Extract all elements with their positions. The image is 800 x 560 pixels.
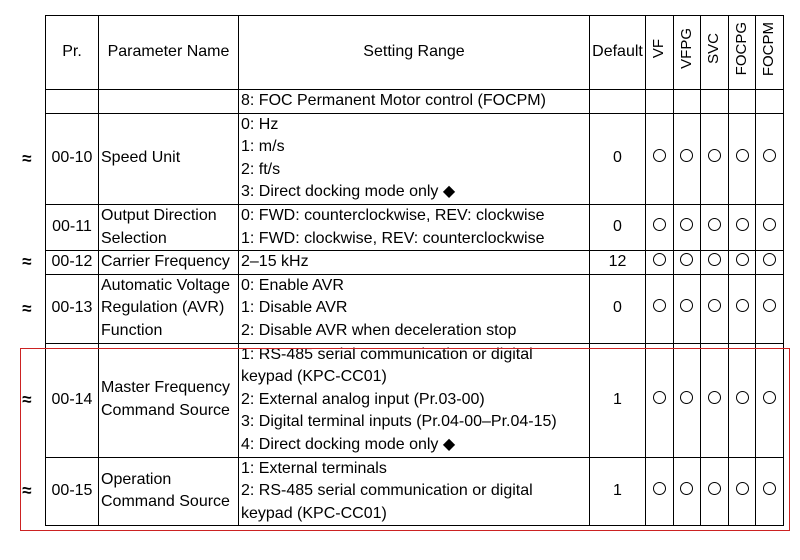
circle-icon (763, 149, 776, 162)
setting-range-cell (239, 204, 590, 250)
circle-icon (736, 149, 749, 162)
setting-option: 2: Disable AVR when deceleration stop (241, 321, 517, 339)
mode-cell (728, 90, 756, 114)
mode-cell (701, 343, 729, 457)
circle-icon (680, 149, 693, 162)
mode-cell (701, 457, 729, 526)
setting-option: 1: RS-485 serial communication or digital keypad (KPC-CC01) (241, 345, 533, 386)
setting-option: 8: FOC Permanent Motor control (FOCPM) (241, 92, 546, 109)
lightning-mark-icon: ≈ (22, 298, 32, 318)
lightning-mark-icon: ≈ (22, 148, 32, 168)
default-cell (590, 90, 646, 114)
circle-icon (653, 218, 666, 231)
header-mode-vfpg (673, 16, 701, 90)
circle-icon (708, 482, 721, 495)
mode-cell (673, 457, 701, 526)
mode-cell (756, 251, 784, 275)
mode-cell (756, 113, 784, 204)
circle-icon (763, 253, 776, 266)
circle-icon (653, 149, 666, 162)
setting-option: 2: RS-485 serial communication or digital keypad (KPC-CC01) (241, 482, 533, 522)
pr-cell: 00-12 (46, 251, 99, 275)
mode-label: FOCPM (760, 21, 778, 76)
header-pr: Pr. (46, 16, 99, 90)
pr-cell: 00-10 (46, 113, 99, 204)
setting-option: 4: Direct docking mode only ◆ (241, 435, 456, 453)
mode-cell (728, 113, 756, 204)
header-mode-focpm (756, 16, 784, 90)
mode-cell (646, 90, 674, 114)
circle-icon (708, 299, 721, 312)
header-mode-svc (701, 16, 729, 90)
setting-option: 0: FWD: counterclockwise, REV: clockwise (241, 206, 545, 224)
lightning-mark-icon: ≈ (22, 481, 32, 501)
setting-range-cell (239, 90, 590, 114)
circle-icon (653, 482, 666, 495)
circle-icon (736, 482, 749, 495)
setting-range-cell (239, 251, 590, 275)
mode-cell (728, 204, 756, 250)
mode-cell (728, 457, 756, 526)
pr-cell: 00-15 (46, 457, 99, 526)
mode-cell (701, 204, 729, 250)
mode-label: VF (650, 39, 667, 59)
header-row (46, 16, 784, 90)
parameter-name-cell: Output Direction Selection (99, 204, 239, 250)
mode-cell (673, 113, 701, 204)
circle-icon (763, 391, 776, 404)
circle-icon (680, 482, 693, 495)
parameter-name-cell: Automatic Voltage Regulation (AVR) Function (99, 274, 239, 343)
mode-cell (646, 457, 674, 526)
table-row (46, 251, 784, 275)
mode-cell (646, 204, 674, 250)
parameter-name-cell: Speed Unit (99, 113, 239, 204)
lightning-mark-icon: ≈ (22, 252, 32, 272)
circle-icon (736, 299, 749, 312)
circle-icon (736, 253, 749, 266)
mode-label: VFPG (677, 28, 695, 70)
pr-cell: 00-11 (46, 204, 99, 250)
circle-icon (763, 482, 776, 495)
setting-option: 2: ft/s (241, 160, 281, 178)
circle-icon (653, 299, 666, 312)
parameter-name-cell: Master Frequency Command Source (99, 343, 239, 457)
circle-icon (680, 299, 693, 312)
table-row (46, 343, 784, 457)
mode-cell (756, 457, 784, 526)
parameter-name-cell (99, 90, 239, 114)
pr-cell (46, 90, 99, 114)
circle-icon (763, 218, 776, 231)
setting-range-cell (239, 274, 590, 343)
table-row (46, 90, 784, 114)
header-parameter-name: Parameter Name (99, 16, 239, 90)
default-cell: 1 (590, 457, 646, 526)
table-body (46, 90, 784, 526)
mode-cell (728, 343, 756, 457)
pr-cell: 00-14 (46, 343, 99, 457)
parameter-name-cell: Operation Command Source (99, 457, 239, 526)
setting-option: 1: m/s (241, 138, 285, 156)
circle-icon (708, 391, 721, 404)
setting-option: 1: Disable AVR (241, 299, 348, 317)
mode-cell (701, 274, 729, 343)
mode-label: FOCPG (732, 22, 750, 76)
header-setting-range: Setting Range (239, 16, 590, 90)
setting-option: 3: Digital terminal inputs (Pr.04-00–Pr.04-15) (241, 413, 557, 431)
setting-option: 0: Enable AVR (241, 276, 344, 294)
circle-icon (680, 218, 693, 231)
default-cell: 0 (590, 113, 646, 204)
mode-cell (673, 274, 701, 343)
mode-cell (756, 274, 784, 343)
setting-option: 2–15 kHz (241, 253, 309, 271)
setting-option: 2: External analog input (Pr.03-00) (241, 390, 485, 408)
circle-icon (653, 253, 666, 266)
circle-icon (708, 218, 721, 231)
mode-label: SVC (705, 33, 723, 65)
table-row (46, 113, 784, 204)
circle-icon (708, 253, 721, 266)
parameter-name-cell: Carrier Frequency (99, 251, 239, 275)
circle-icon (680, 391, 693, 404)
mode-cell (701, 251, 729, 275)
setting-option: 0: Hz (241, 115, 279, 133)
lightning-mark-icon: ≈ (22, 390, 32, 410)
default-cell: 12 (590, 251, 646, 275)
mode-cell (728, 274, 756, 343)
header-default: Default (590, 16, 646, 90)
setting-option: 1: External terminals (241, 459, 387, 477)
mode-cell (646, 274, 674, 343)
mode-cell (673, 251, 701, 275)
circle-icon (736, 391, 749, 404)
default-cell: 0 (590, 204, 646, 250)
mode-cell (756, 90, 784, 114)
circle-icon (653, 391, 666, 404)
circle-icon (680, 253, 693, 266)
mode-cell (646, 251, 674, 275)
mode-cell (673, 90, 701, 114)
setting-range-cell (239, 113, 590, 204)
mode-cell (756, 343, 784, 457)
parameter-table (45, 15, 784, 526)
mode-cell (701, 90, 729, 114)
setting-option: 3: Direct docking mode only ◆ (241, 183, 456, 201)
default-cell: 0 (590, 274, 646, 343)
mode-cell (756, 204, 784, 250)
header-mode-focpg (728, 16, 756, 90)
mode-cell (646, 343, 674, 457)
header-mode-vf (646, 16, 674, 90)
mode-cell (728, 251, 756, 275)
mode-cell (673, 204, 701, 250)
default-cell: 1 (590, 343, 646, 457)
table-row (46, 274, 784, 343)
circle-icon (736, 218, 749, 231)
setting-option: 1: FWD: clockwise, REV: counterclockwise (241, 229, 545, 247)
mode-cell (673, 343, 701, 457)
mode-cell (701, 113, 729, 204)
mode-cell (646, 113, 674, 204)
circle-icon (708, 149, 721, 162)
table-row (46, 457, 784, 526)
table-row (46, 204, 784, 250)
setting-range-cell (239, 343, 590, 457)
pr-cell: 00-13 (46, 274, 99, 343)
circle-icon (763, 299, 776, 312)
setting-range-cell (239, 457, 590, 526)
